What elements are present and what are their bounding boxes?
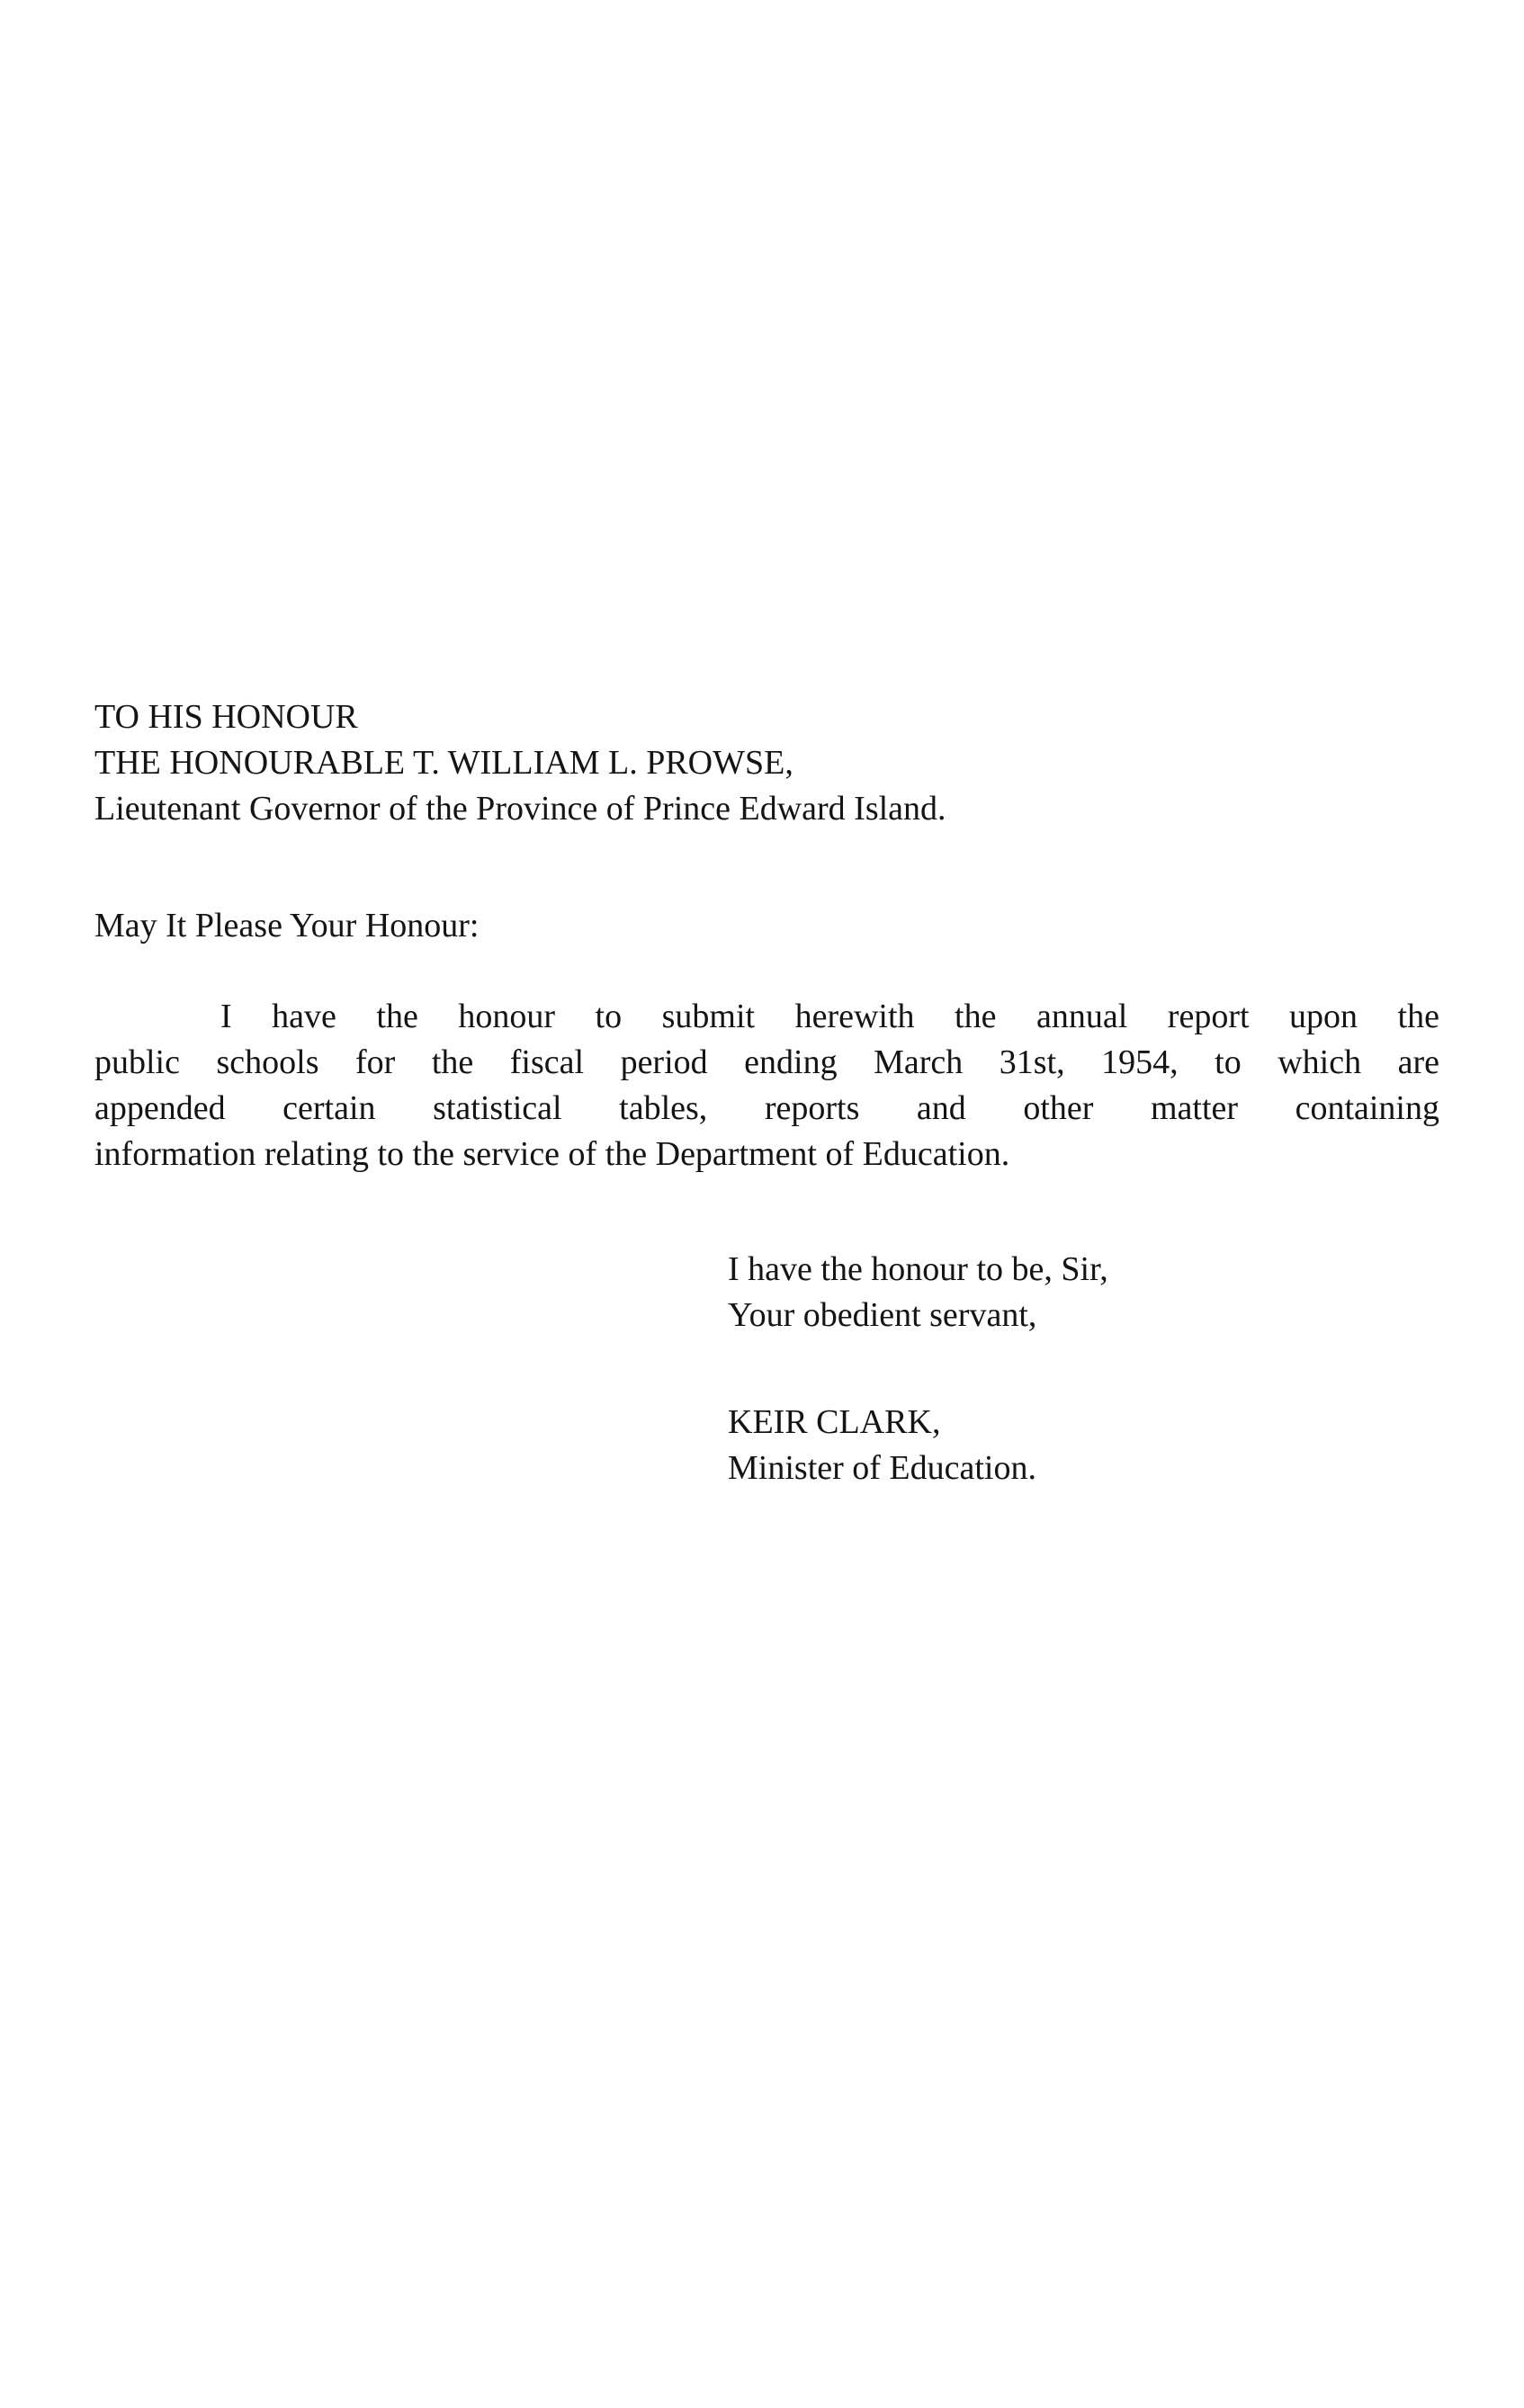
body-line-4: information relating to the service of the Department of Education. [94,1135,1010,1173]
body-line-2: public schools for the fiscal period ending March 31st, 1954, to which are [94,1043,1439,1081]
closing-line-1: I have the honour to be, Sir, [728,1250,1108,1288]
signatory-title: Minister of Education. [728,1449,1036,1487]
complimentary-close [728,1247,1108,1338]
body-line-3: appended certain statistical tables, reports and other matter containing [94,1089,1439,1127]
signature-block [728,1400,1036,1491]
letter-body [94,994,1439,1177]
addressee-line-1: TO HIS HONOUR [94,698,358,736]
addressee-block [94,694,1444,832]
body-line-1: I have the honour to submit herewith the annual report upon the [220,998,1439,1035]
salutation: May It Please Your Honour: [94,907,480,944]
signatory-name: KEIR CLARK, [728,1403,941,1441]
addressee-line-3: Lieutenant Governor of the Province of Prince Edward Island. [94,790,946,828]
addressee-line-2: THE HONOURABLE T. WILLIAM L. PROWSE, [94,744,793,782]
closing-line-2: Your obedient servant, [728,1296,1037,1334]
